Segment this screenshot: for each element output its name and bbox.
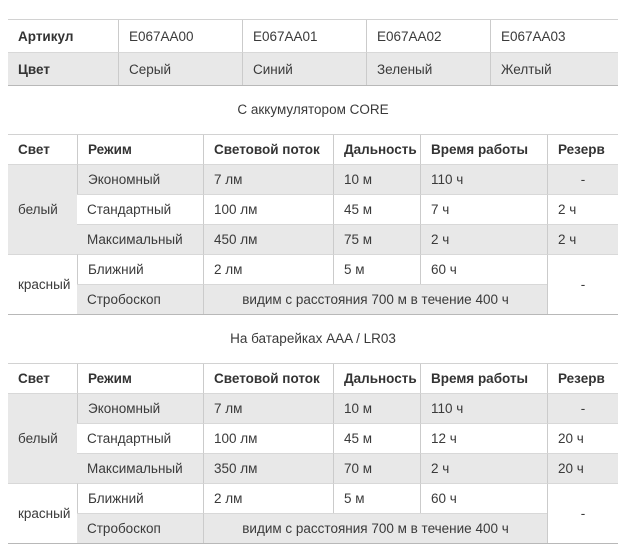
article-cell: E067AA03 — [490, 20, 618, 52]
reserve-cell: - — [547, 164, 618, 194]
column-header-reserve: Резерв — [547, 364, 618, 393]
header-row — [8, 364, 618, 393]
mode-cell: Стробоскоп — [77, 284, 203, 314]
strobe-note-cell: видим с расстояния 700 м в течение 400 ч — [203, 513, 547, 543]
distance-cell: 5 м — [333, 483, 420, 513]
color-cell: Желтый — [490, 52, 618, 85]
reserve-cell: 2 ч — [547, 224, 618, 254]
light-cell-white: белый — [8, 393, 77, 483]
column-header-runtime: Время работы — [420, 135, 547, 164]
column-header-mode: Режим — [77, 135, 203, 164]
distance-cell: 70 м — [333, 453, 420, 483]
article-row-label: Артикул — [18, 28, 74, 44]
mode-cell: Максимальный — [77, 453, 203, 483]
table-row — [8, 393, 618, 423]
table-row — [8, 164, 618, 194]
table-row — [8, 194, 618, 224]
reserve-cell: 20 ч — [547, 423, 618, 453]
table-row — [8, 423, 618, 453]
reserve-cell: 20 ч — [547, 453, 618, 483]
mode-cell: Максимальный — [77, 224, 203, 254]
column-header-light: Свет — [18, 371, 50, 386]
table-row — [8, 224, 618, 254]
table-row — [8, 453, 618, 483]
column-header-reserve: Резерв — [547, 135, 618, 164]
battery-spec-table — [8, 364, 618, 543]
section-title-battery: На батарейках AAA / LR03 — [230, 331, 396, 346]
light-cell-red: красный — [8, 254, 77, 314]
flux-cell: 2 лм — [203, 254, 333, 284]
runtime-cell: 7 ч — [420, 194, 547, 224]
distance-cell: 45 м — [333, 423, 420, 453]
articles-table-wrapper — [8, 19, 618, 86]
column-header-distance: Дальность — [333, 364, 420, 393]
column-header-distance: Дальность — [333, 135, 420, 164]
runtime-cell: 12 ч — [420, 423, 547, 453]
article-cell: E067AA00 — [118, 20, 242, 52]
color-cell: Серый — [118, 52, 242, 85]
core-table-wrapper — [8, 134, 618, 315]
distance-cell: 10 м — [333, 393, 420, 423]
mode-cell: Стандартный — [77, 423, 203, 453]
reserve-cell: 2 ч — [547, 194, 618, 224]
flux-cell: 2 лм — [203, 483, 333, 513]
distance-cell: 10 м — [333, 164, 420, 194]
runtime-cell: 60 ч — [420, 254, 547, 284]
column-header-flux: Световой поток — [203, 364, 333, 393]
flux-cell: 7 лм — [203, 393, 333, 423]
table-row — [8, 513, 618, 543]
column-header-light: Свет — [18, 142, 50, 157]
reserve-cell-merged: - — [547, 483, 618, 543]
flux-cell: 100 лм — [203, 194, 333, 224]
section-title-core: С аккумулятором CORE — [237, 102, 389, 117]
reserve-cell: - — [547, 393, 618, 423]
flux-cell: 100 лм — [203, 423, 333, 453]
table-row — [8, 254, 618, 284]
mode-cell: Экономный — [77, 393, 203, 423]
column-header-mode: Режим — [77, 364, 203, 393]
article-cell: E067AA01 — [242, 20, 366, 52]
core-spec-table — [8, 135, 618, 314]
articles-table — [8, 20, 618, 85]
distance-cell: 75 м — [333, 224, 420, 254]
column-header-flux: Световой поток — [203, 135, 333, 164]
table-row — [8, 284, 618, 314]
mode-cell: Стандартный — [77, 194, 203, 224]
mode-cell: Ближний — [77, 483, 203, 513]
color-cell: Синий — [242, 52, 366, 85]
article-cell: E067AA02 — [366, 20, 490, 52]
article-row — [8, 20, 618, 52]
column-header-runtime: Время работы — [420, 364, 547, 393]
runtime-cell: 60 ч — [420, 483, 547, 513]
reserve-cell-merged: - — [547, 254, 618, 314]
table-row — [8, 483, 618, 513]
battery-table-wrapper — [8, 363, 618, 544]
flux-cell: 350 лм — [203, 453, 333, 483]
mode-cell: Стробоскоп — [77, 513, 203, 543]
mode-cell: Ближний — [77, 254, 203, 284]
mode-cell: Экономный — [77, 164, 203, 194]
flux-cell: 450 лм — [203, 224, 333, 254]
runtime-cell: 2 ч — [420, 224, 547, 254]
runtime-cell: 110 ч — [420, 393, 547, 423]
flux-cell: 7 лм — [203, 164, 333, 194]
light-cell-white: белый — [8, 164, 77, 254]
header-row — [8, 135, 618, 164]
distance-cell: 5 м — [333, 254, 420, 284]
runtime-cell: 110 ч — [420, 164, 547, 194]
distance-cell: 45 м — [333, 194, 420, 224]
color-cell: Зеленый — [366, 52, 490, 85]
color-row — [8, 52, 618, 85]
strobe-note-cell: видим с расстояния 700 м в течение 400 ч — [203, 284, 547, 314]
runtime-cell: 2 ч — [420, 453, 547, 483]
light-cell-red: красный — [8, 483, 77, 543]
color-row-label: Цвет — [8, 52, 118, 85]
